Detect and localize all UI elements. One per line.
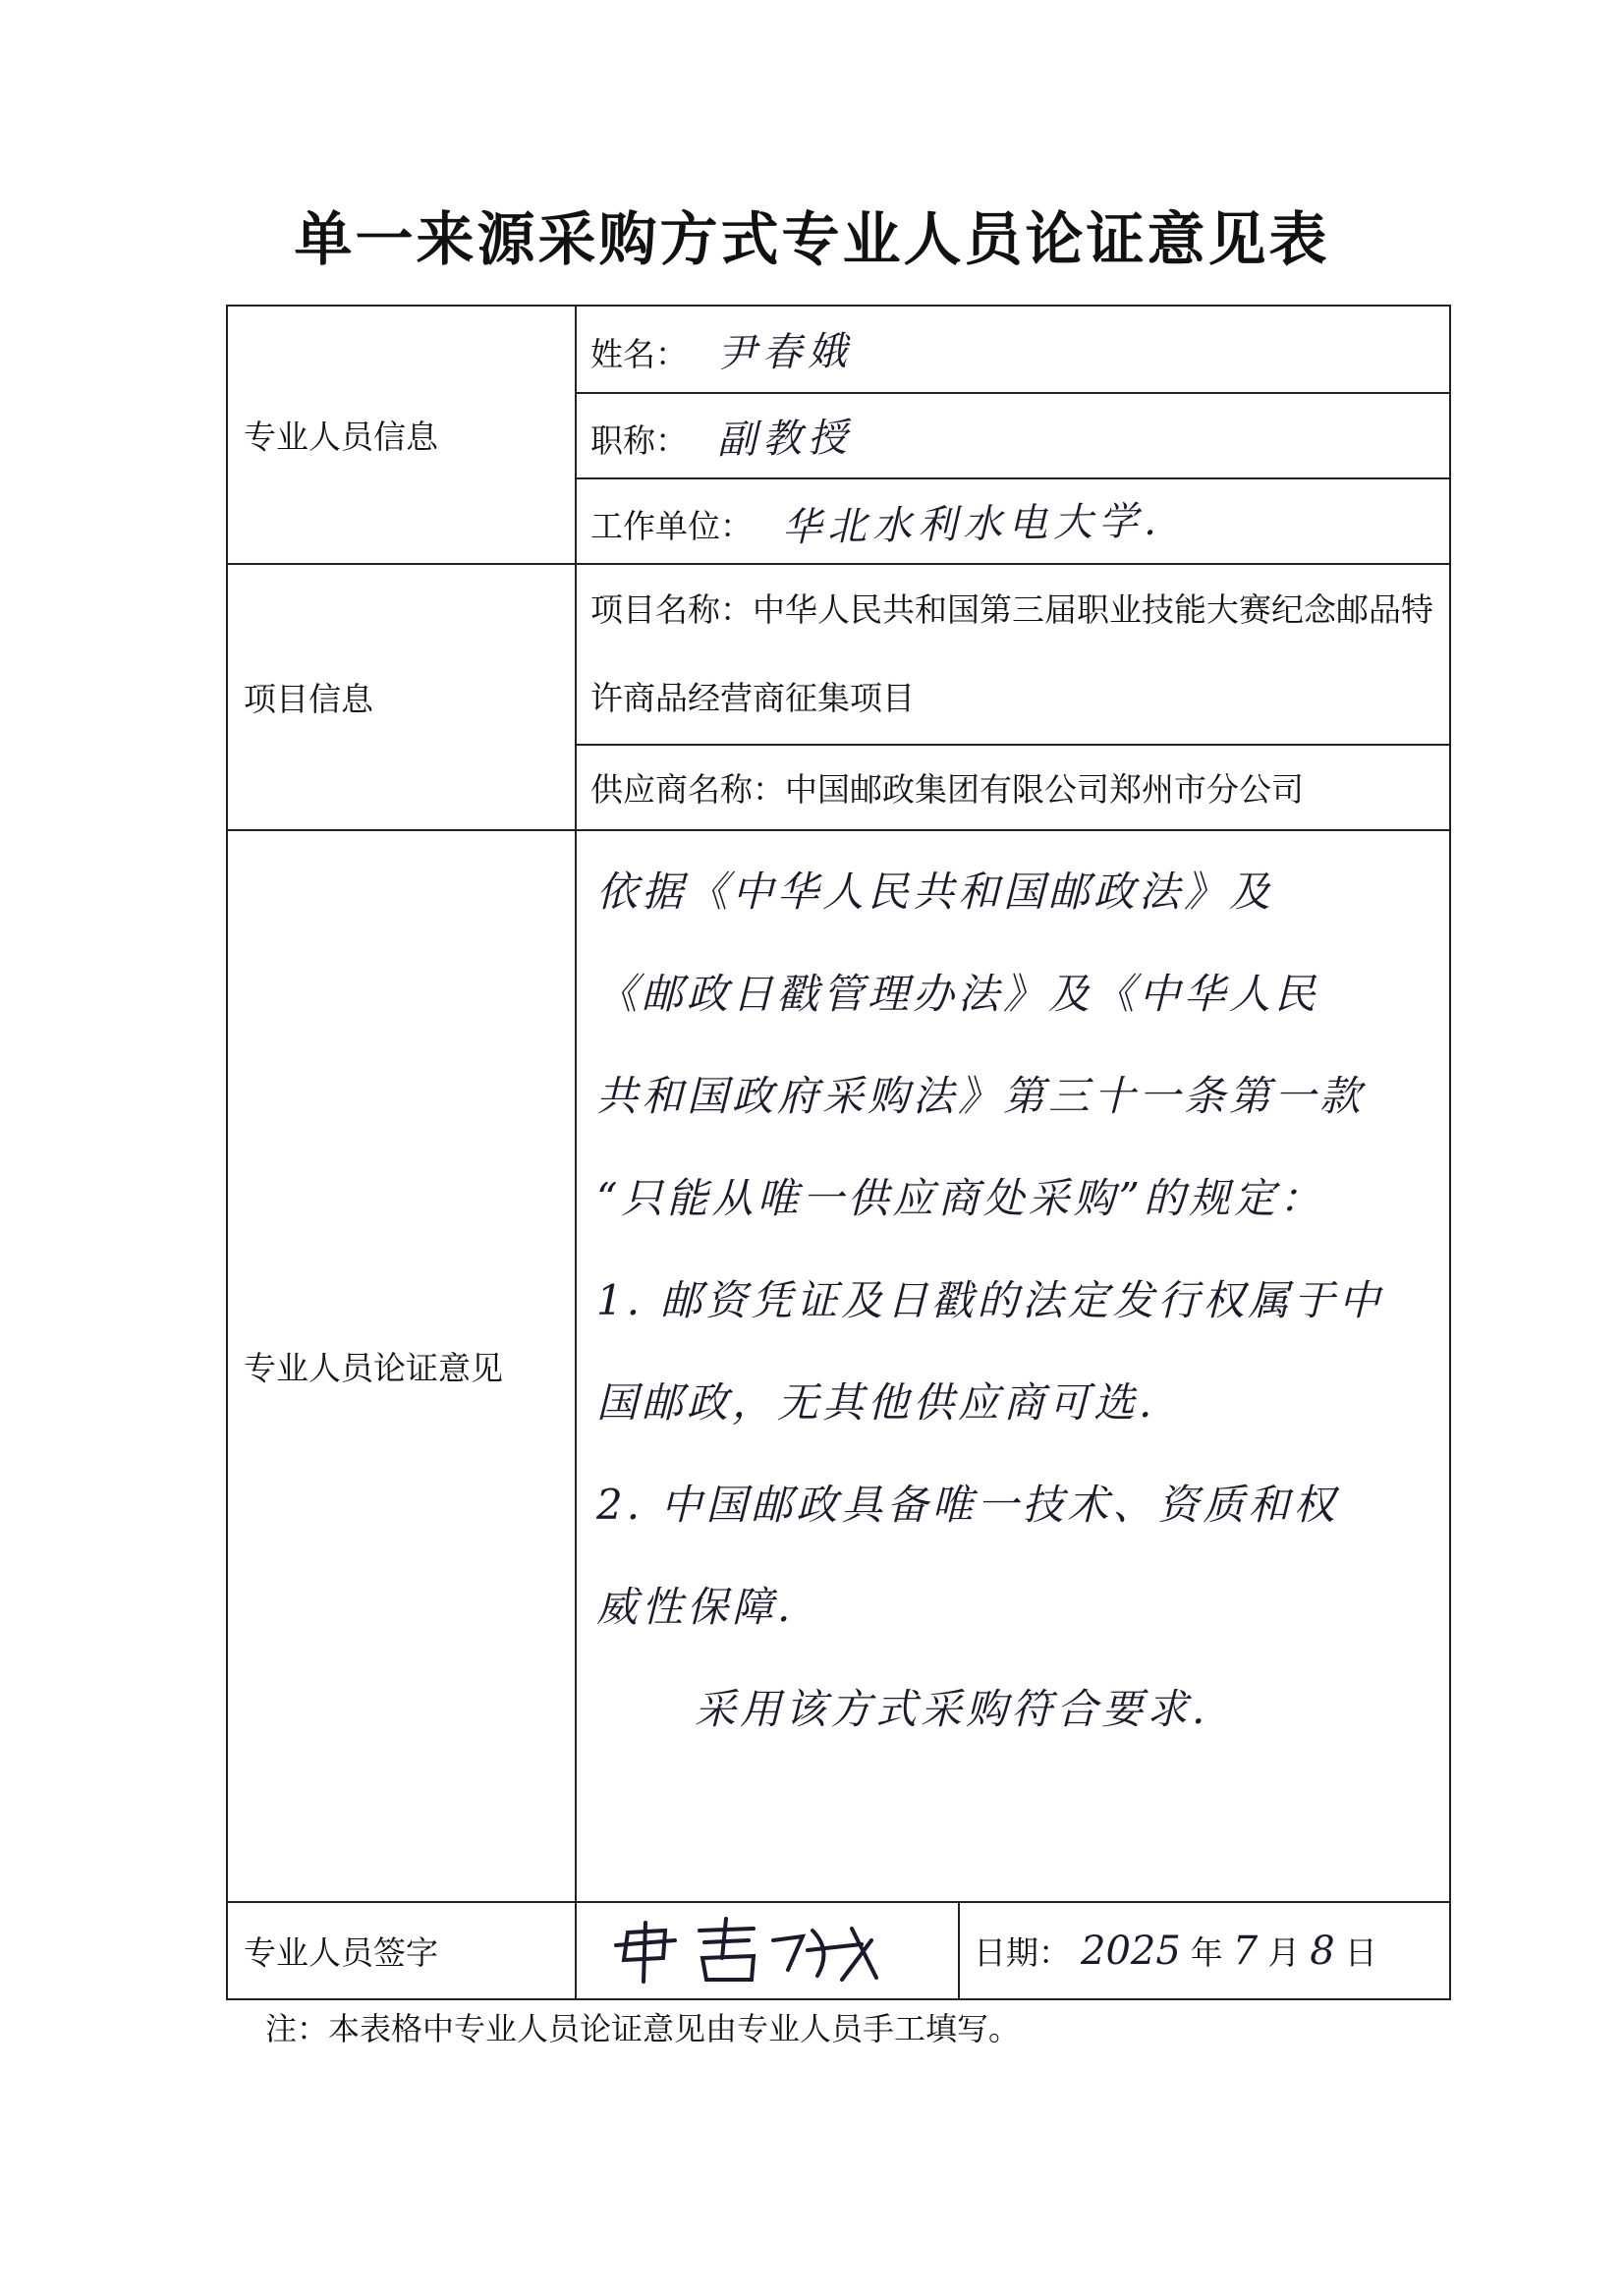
signature-label: 专业人员签字 [227,1902,576,1999]
date-month-unit: 月 [1267,1932,1301,1972]
org-row [576,478,1450,564]
signature-cell [576,1902,959,1999]
name-row [576,306,1450,393]
date-year-unit: 年 [1190,1932,1223,1972]
date-cell [959,1902,1450,1999]
date-month-handwritten: 7 [1232,1928,1259,1974]
project-info-label: 项目信息 [227,564,576,830]
opinion-line: 国邮政，无其他供应商可选. [596,1377,1156,1427]
project-name-text: 项目名称：中华人民共和国第三届职业技能大赛纪念邮品特许商品经营商征集项目 [590,589,1433,717]
project-name-row [576,564,1450,745]
opinion-line: 2. 中国邮政具备唯一技术、资质和权 [596,1480,1339,1529]
opinion-line: 1. 邮资凭证及日戳的法定发行权属于中 [596,1275,1384,1324]
date-label: 日期： [974,1932,1071,1972]
name-label: 姓名： [590,334,688,373]
expert-info-label: 专业人员信息 [227,306,576,564]
opinion-line: 共和国政府采购法》第三十一条第一款 [596,1071,1366,1120]
name-value-handwritten: 尹春娥 [716,328,854,377]
evaluation-form-table [226,305,1451,2000]
footnote: 注：本表格中专业人员论证意见由专业人员手工填写。 [265,2010,1021,2047]
supplier-name-text: 供应商名称：中国邮政集团有限公司郑州市分公司 [590,769,1304,809]
supplier-name-row [576,745,1450,830]
handwritten-signature [606,1911,901,1989]
opinion-line: 依据《中华人民共和国邮政法》及 [596,867,1275,916]
date-day-handwritten: 8 [1310,1928,1335,1974]
opinion-line: 威性保障. [596,1582,795,1631]
form-title: 单一来源采购方式专业人员论证意见表 [294,205,1330,273]
opinion-line: 《邮政日戳管理办法》及《中华人民 [596,969,1320,1018]
org-value-handwritten: 华北水利水电大学. [781,498,1163,551]
opinion-cell [576,830,1450,1902]
org-label: 工作单位： [590,506,753,545]
title-label: 职称： [590,420,688,460]
date-day-unit: 日 [1344,1932,1377,1972]
opinion-handwritten-block [577,831,1449,1901]
title-value-handwritten: 副教授 [716,415,854,464]
opinion-line: “只能从唯一供应商处采购”的规定： [596,1173,1324,1222]
title-row [576,393,1450,478]
date-year-handwritten: 2025 [1081,1928,1181,1974]
opinion-line: 采用该方式采购符合要求. [695,1684,1209,1733]
opinion-label: 专业人员论证意见 [227,830,576,1902]
